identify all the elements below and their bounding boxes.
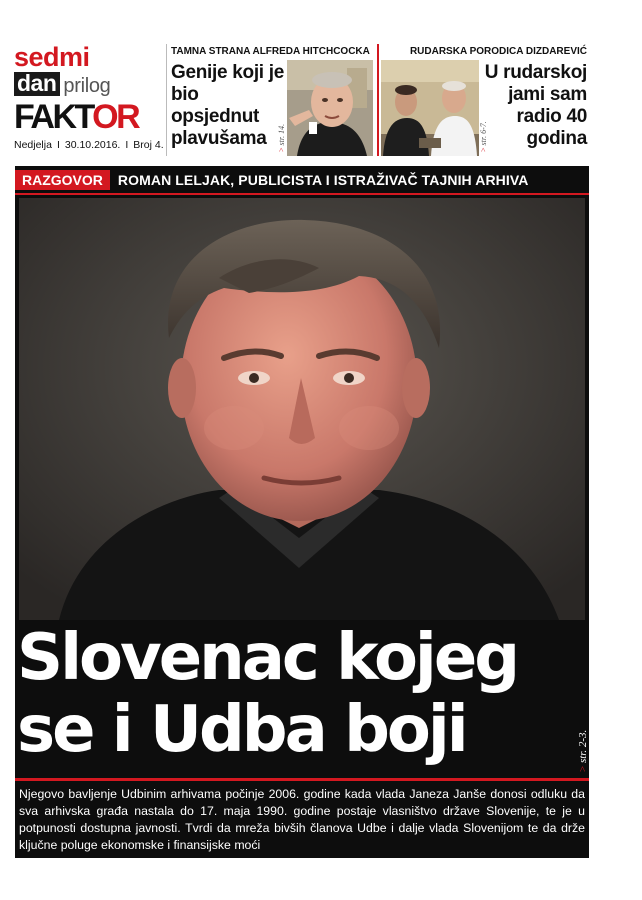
hitchcock-photo: [287, 60, 373, 156]
page-arrow-icon: >: [479, 145, 488, 152]
page-arrow-icon: >: [577, 763, 589, 772]
lede-paragraph: Njegovo bavljenje Udbinim arhivama počinje 2006. godine kada vlada Janeza Janše donosi odluku da sva arhivska građa nastala do 17. maja 1990. godine postaje vlasništvo države Slovenije, te je u potpunosti dostupna javnosti. Tvrdi da mreža bivših članova Udbe i dalje vlada Slovenijom te da drže ključne poluge ekonomske i finansijske moći: [19, 787, 585, 852]
issue-day: Nedjelja: [14, 139, 52, 151]
masthead-dan-row: [14, 72, 111, 96]
issue-date: 30.10.2016.: [64, 139, 121, 151]
teaser-kicker: RUDARSKA PORODICA DIZDAREVIĆ: [409, 46, 587, 57]
main-headline: [15, 622, 575, 766]
teaser-headline: Genije koji je bio opsjednut plavušama: [171, 62, 285, 149]
masthead-word-dan: dan: [14, 72, 60, 96]
masthead-brand-faktor: [14, 100, 138, 134]
teaser-dizdarevic[interactable]: [377, 44, 589, 156]
red-divider: [15, 778, 589, 781]
cover-story: [15, 166, 589, 858]
masthead-brand-part2: OR: [92, 98, 139, 136]
teaser-page-ref-text: str. 6-7.: [479, 121, 488, 146]
teaser-kicker: TAMNA STRANA ALFREDA HITCHCOCKA: [171, 46, 370, 57]
teaser-page-ref: [278, 124, 286, 152]
portrait-photo: [19, 198, 585, 620]
headline-line-2: se i Udba boji: [17, 693, 466, 767]
red-divider: [15, 193, 589, 195]
issue-meta: [14, 140, 164, 151]
dizdarevic-photo: [381, 60, 479, 156]
page-arrow-icon: >: [277, 145, 286, 152]
masthead-word-sedmi: sedmi: [14, 42, 90, 72]
issue-number: Broj 4.: [133, 139, 164, 151]
main-page-ref-text: str. 2-3.: [577, 729, 589, 764]
portrait-illustration: [19, 198, 585, 620]
section-bar: [15, 170, 528, 190]
dizdarevic-photo-illustration: [381, 60, 479, 156]
section-tag: RAZGOVOR: [15, 170, 110, 190]
issue-separator: I: [125, 139, 129, 151]
section-title: ROMAN LELJAK, PUBLICISTA I ISTRAŽIVAČ TAJNIH ARHIVA: [117, 172, 529, 188]
teaser-headline: U rudarskoj jami sam radio 40 godina: [484, 62, 587, 149]
headline-line-1: Slovenac kojeg: [17, 621, 518, 695]
teaser-page-ref-text: str. 14.: [277, 123, 286, 146]
masthead: [14, 42, 164, 156]
main-page-ref: [578, 730, 589, 772]
hitchcock-photo-illustration: [287, 60, 373, 156]
masthead-brand-part1: FAKT: [14, 98, 93, 136]
masthead-word-prilog: prilog: [63, 75, 111, 97]
issue-separator: I: [56, 139, 60, 151]
teaser-hitchcock[interactable]: [166, 44, 374, 156]
